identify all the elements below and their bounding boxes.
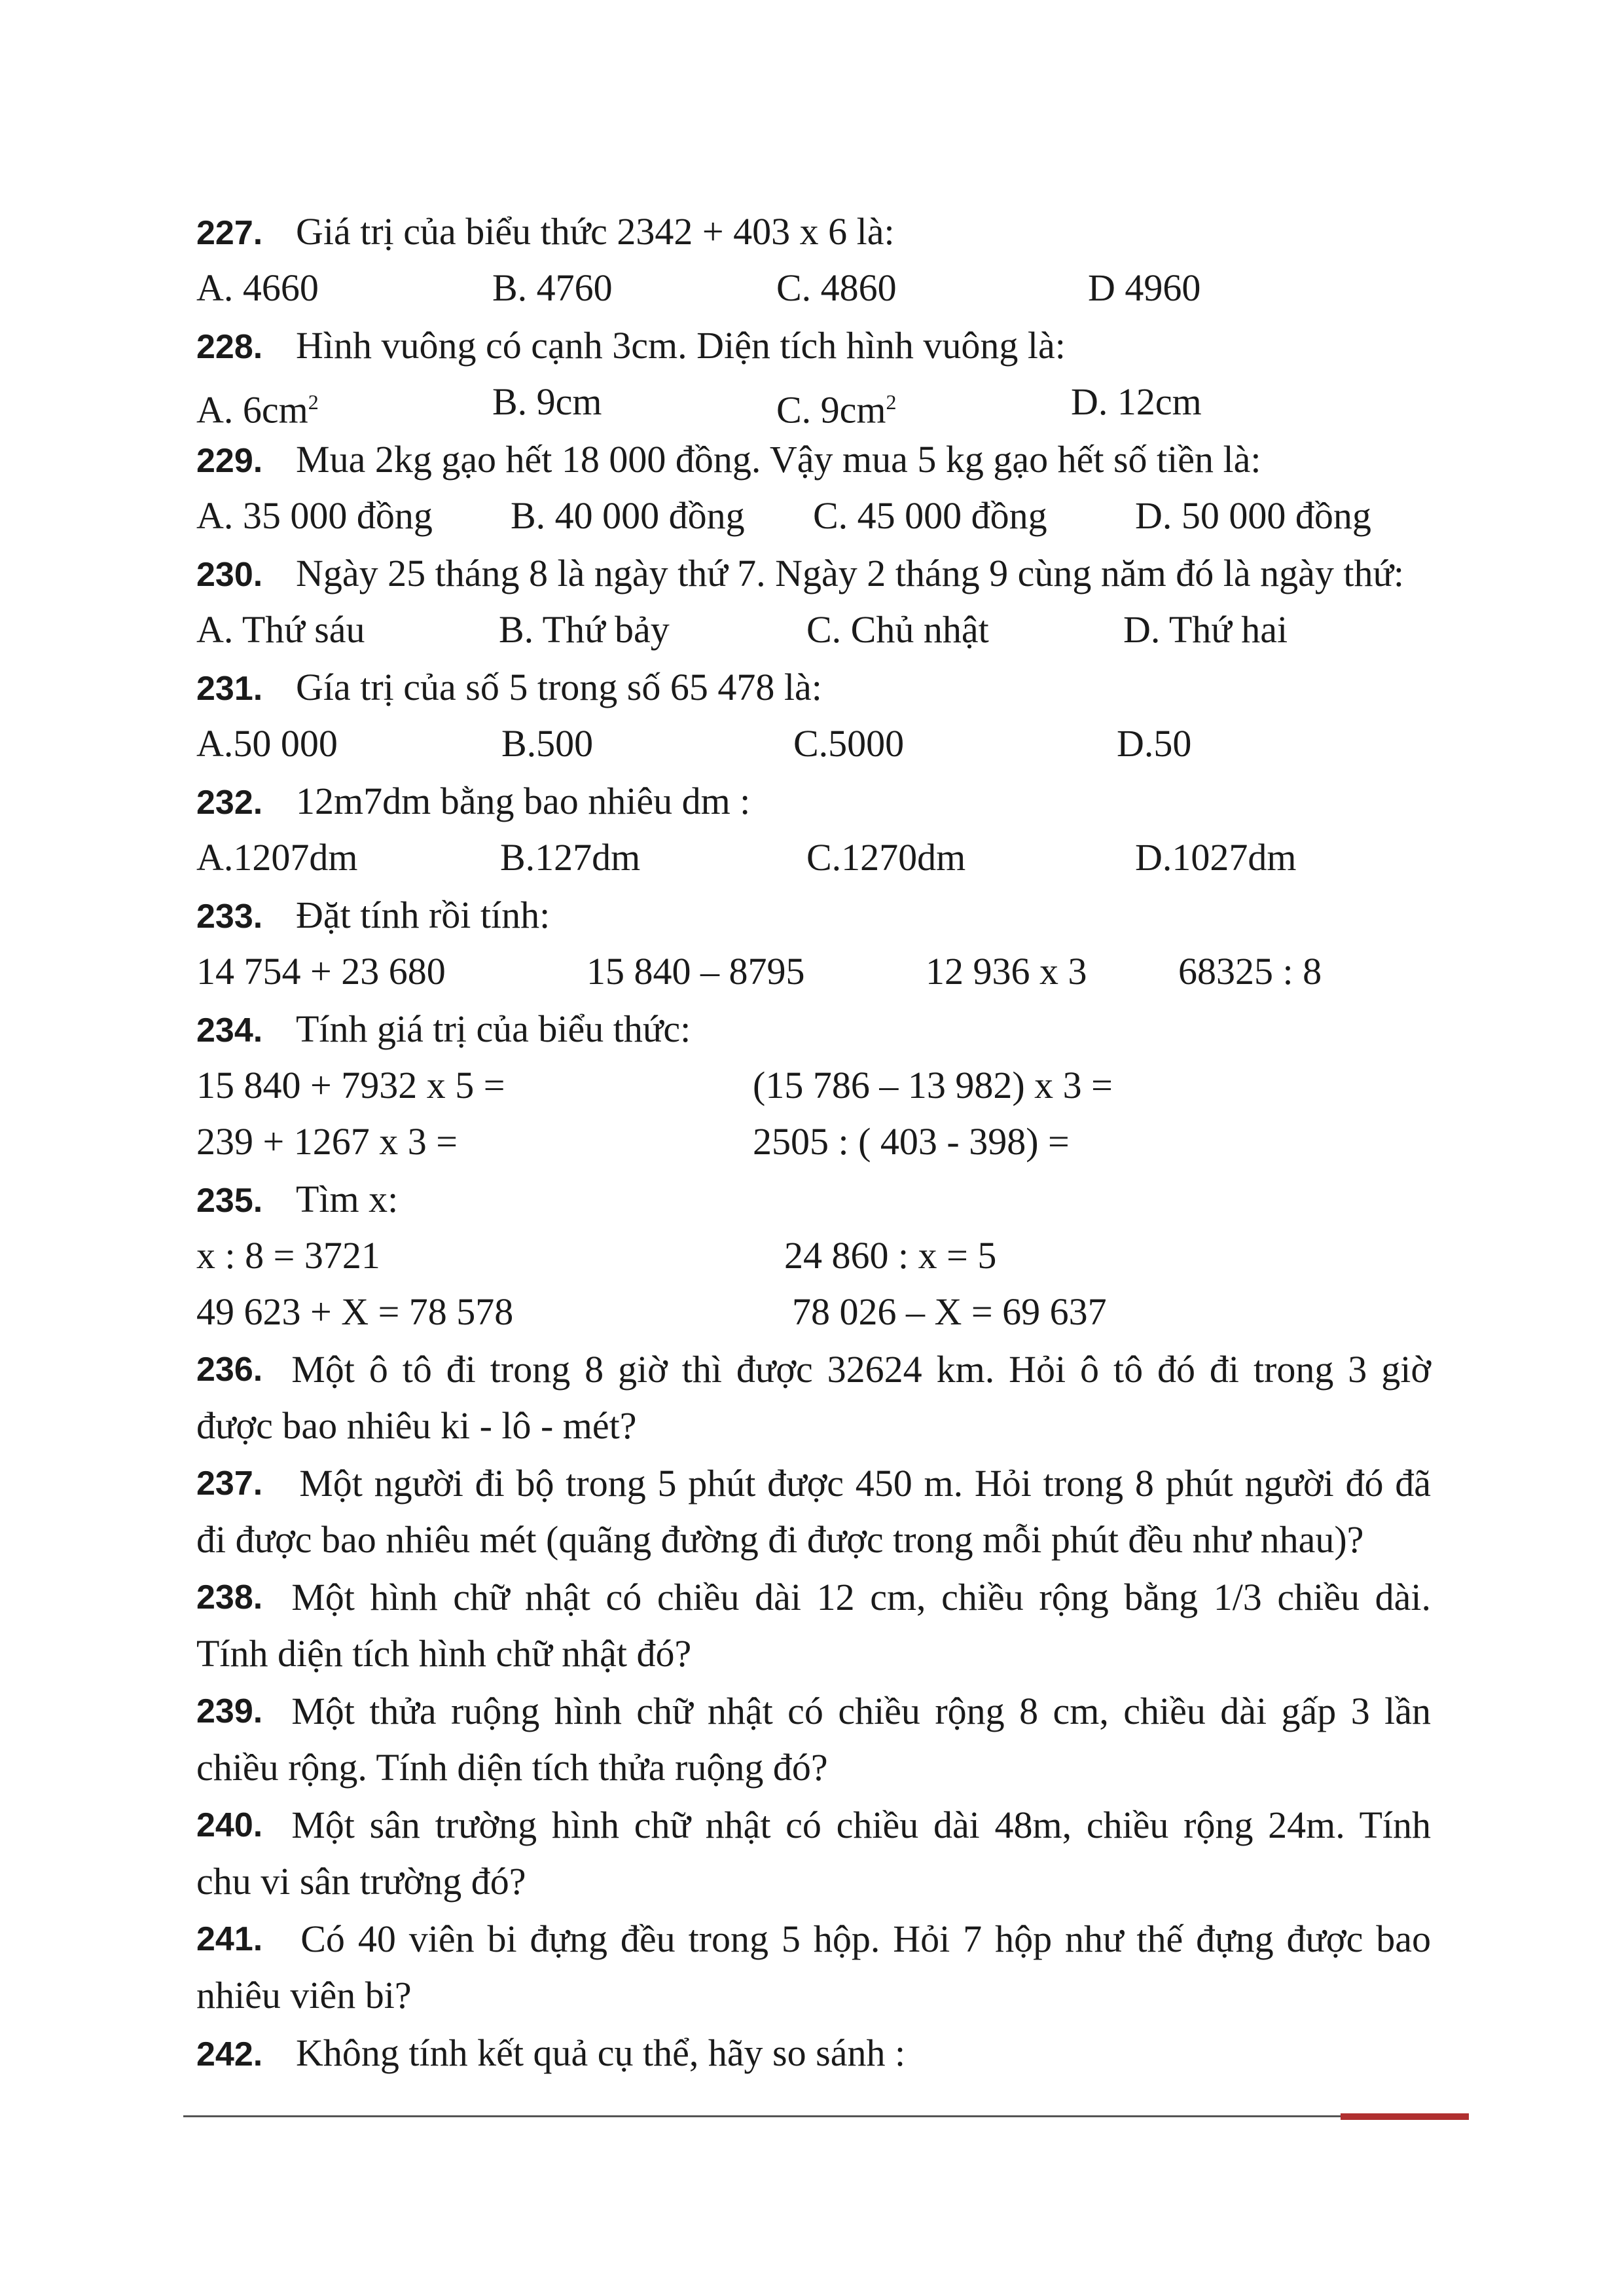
question-233 — [196, 888, 550, 943]
option-c: C. Chủ nhật — [806, 608, 989, 651]
question-231 — [196, 660, 822, 715]
footer-accent-bar — [1341, 2113, 1469, 2120]
question-number: 234. — [196, 1011, 263, 1049]
question-text-continued: được bao nhiêu ki - lô - mét? — [196, 1404, 637, 1447]
expression-row — [196, 1114, 1440, 1169]
question-number: 233. — [196, 898, 263, 936]
option-a: A. 35 000 đồng — [196, 494, 433, 537]
expression: 14 754 + 23 680 — [196, 950, 446, 993]
question-238 — [196, 1570, 1431, 1625]
footer-divider — [183, 2115, 1368, 2117]
question-240 — [196, 1798, 1431, 1853]
question-text: Đặt tính rồi tính: — [296, 894, 550, 936]
question-number: 235. — [196, 1182, 263, 1220]
equation-row — [196, 1285, 1440, 1339]
answer-row-231 — [196, 716, 1440, 771]
option-d: D. Thứ hai — [1123, 608, 1288, 651]
expression: 15 840 + 7932 x 5 = — [196, 1064, 505, 1106]
option-a: A.50 000 — [196, 722, 338, 765]
question-text: Không tính kết quả cụ thể, hãy so sánh : — [296, 2032, 906, 2074]
question-text-continued: nhiêu viên bi? — [196, 1974, 412, 2016]
option-b: B. Thứ bảy — [499, 608, 670, 651]
question-number: 239. — [196, 1692, 263, 1730]
question-text: 12m7dm bằng bao nhiêu dm : — [296, 780, 751, 822]
equation: x : 8 = 3721 — [196, 1234, 380, 1277]
expression: 12 936 x 3 — [926, 950, 1087, 993]
option-d: D 4960 — [1088, 266, 1201, 309]
expression: 2505 : ( 403 - 398) = — [753, 1120, 1070, 1163]
option-a: A. 4660 — [196, 266, 319, 309]
question-number: 236. — [196, 1351, 263, 1389]
option-b: B.127dm — [500, 836, 641, 879]
question-text: Một ô tô đi trong 8 giờ thì được 32624 km. Hỏi ô tô đó đi trong 3 giờ — [291, 1348, 1431, 1391]
question-text: Một thửa ruộng hình chữ nhật có chiều rộng 8 cm, chiều dài gấp 3 lần — [291, 1690, 1431, 1732]
option-c: C.5000 — [793, 722, 905, 765]
question-234 — [196, 1002, 691, 1057]
question-text-continued: đi được bao nhiêu mét (quãng đường đi được trong mỗi phút đều như nhau)? — [196, 1518, 1364, 1561]
option-d: D. 12cm — [1071, 380, 1202, 423]
expression-row — [196, 1058, 1440, 1113]
question-text: Ngày 25 tháng 8 là ngày thứ 7. Ngày 2 tháng 9 cùng năm đó là ngày thứ: — [296, 552, 1404, 594]
option-c: C. 45 000 đồng — [813, 494, 1047, 537]
option-b: B. 4760 — [492, 266, 613, 309]
option-d: D. 50 000 đồng — [1135, 494, 1371, 537]
option-a: A. Thứ sáu — [196, 608, 365, 651]
question-242 — [196, 2026, 905, 2081]
question-text: Hình vuông có cạnh 3cm. Diện tích hình vuông là: — [296, 324, 1066, 367]
question-text: Một hình chữ nhật có chiều dài 12 cm, chiều rộng bằng 1/3 chiều dài. — [291, 1576, 1431, 1618]
question-text: Giá trị của biểu thức 2342 + 403 x 6 là: — [296, 210, 895, 253]
answer-row-228 — [196, 374, 1440, 429]
question-number: 237. — [196, 1465, 263, 1503]
question-241 — [196, 1912, 1431, 1967]
equation-row — [196, 1228, 1440, 1283]
expression: 239 + 1267 x 3 = — [196, 1120, 458, 1163]
question-number: 240. — [196, 1806, 263, 1844]
question-text: Có 40 viên bi đựng đều trong 5 hộp. Hỏi 7 hộp như thế đựng được bao — [300, 1918, 1431, 1960]
question-239 — [196, 1684, 1431, 1739]
equation: 78 026 – X = 69 637 — [792, 1290, 1107, 1333]
option-a: A. $6cm^2$ — [196, 388, 319, 431]
question-232 — [196, 774, 750, 829]
option-c: C.1270dm — [806, 836, 966, 879]
question-text: Mua 2kg gạo hết 18 000 đồng. Vậy mua 5 kg gạo hết số tiền là: — [296, 438, 1261, 481]
question-number: 231. — [196, 670, 263, 708]
question-text: Tìm x: — [296, 1178, 399, 1220]
question-number: 227. — [196, 214, 263, 252]
equation: 24 860 : x = 5 — [784, 1234, 997, 1277]
question-227 — [196, 204, 895, 259]
question-text: Gía trị của số 5 trong số 65 478 là: — [296, 666, 822, 708]
question-number: 238. — [196, 1578, 263, 1616]
expression: (15 786 – 13 982) x 3 = — [753, 1064, 1113, 1106]
answer-row-229 — [196, 488, 1440, 543]
question-text: Một sân trường hình chữ nhật có chiều dài 48m, chiều rộng 24m. Tính — [291, 1804, 1431, 1846]
question-number: 241. — [196, 1920, 263, 1958]
question-237 — [196, 1456, 1431, 1511]
question-text: Một người đi bộ trong 5 phút được 450 m. Hỏi trong 8 phút người đó đã — [299, 1462, 1431, 1504]
question-text: Tính giá trị của biểu thức: — [296, 1008, 691, 1050]
question-text-continued: Tính diện tích hình chữ nhật đó? — [196, 1632, 692, 1675]
option-d: D.50 — [1117, 722, 1192, 765]
question-230 — [196, 546, 1404, 601]
option-b: B.500 — [501, 722, 594, 765]
question-number: 242. — [196, 2035, 263, 2073]
question-236 — [196, 1342, 1431, 1397]
question-number: 228. — [196, 328, 263, 366]
question-text-continued: chu vi sân trường đó? — [196, 1860, 526, 1903]
question-number: 232. — [196, 784, 263, 822]
question-text-continued: chiều rộng. Tính diện tích thửa ruộng đó? — [196, 1746, 828, 1789]
option-b: B. 9cm — [492, 380, 602, 423]
answer-row-232 — [196, 830, 1440, 885]
equation: 49 623 + X = 78 578 — [196, 1290, 514, 1333]
option-c: C. $9cm^2$ — [776, 388, 897, 431]
question-235 — [196, 1172, 398, 1227]
option-a: A.1207dm — [196, 836, 358, 879]
answer-row-227 — [196, 261, 1440, 316]
expression: 15 840 – 8795 — [586, 950, 805, 993]
question-number: 230. — [196, 556, 263, 594]
expression: 68325 : 8 — [1178, 950, 1322, 993]
option-c: C. 4860 — [776, 266, 897, 309]
question-number: 229. — [196, 442, 263, 480]
answer-row-230 — [196, 602, 1440, 657]
option-d: D.1027dm — [1135, 836, 1297, 879]
calculation-row-233 — [196, 944, 1440, 999]
question-228 — [196, 318, 1066, 373]
question-229 — [196, 432, 1261, 487]
option-b: B. 40 000 đồng — [511, 494, 745, 537]
